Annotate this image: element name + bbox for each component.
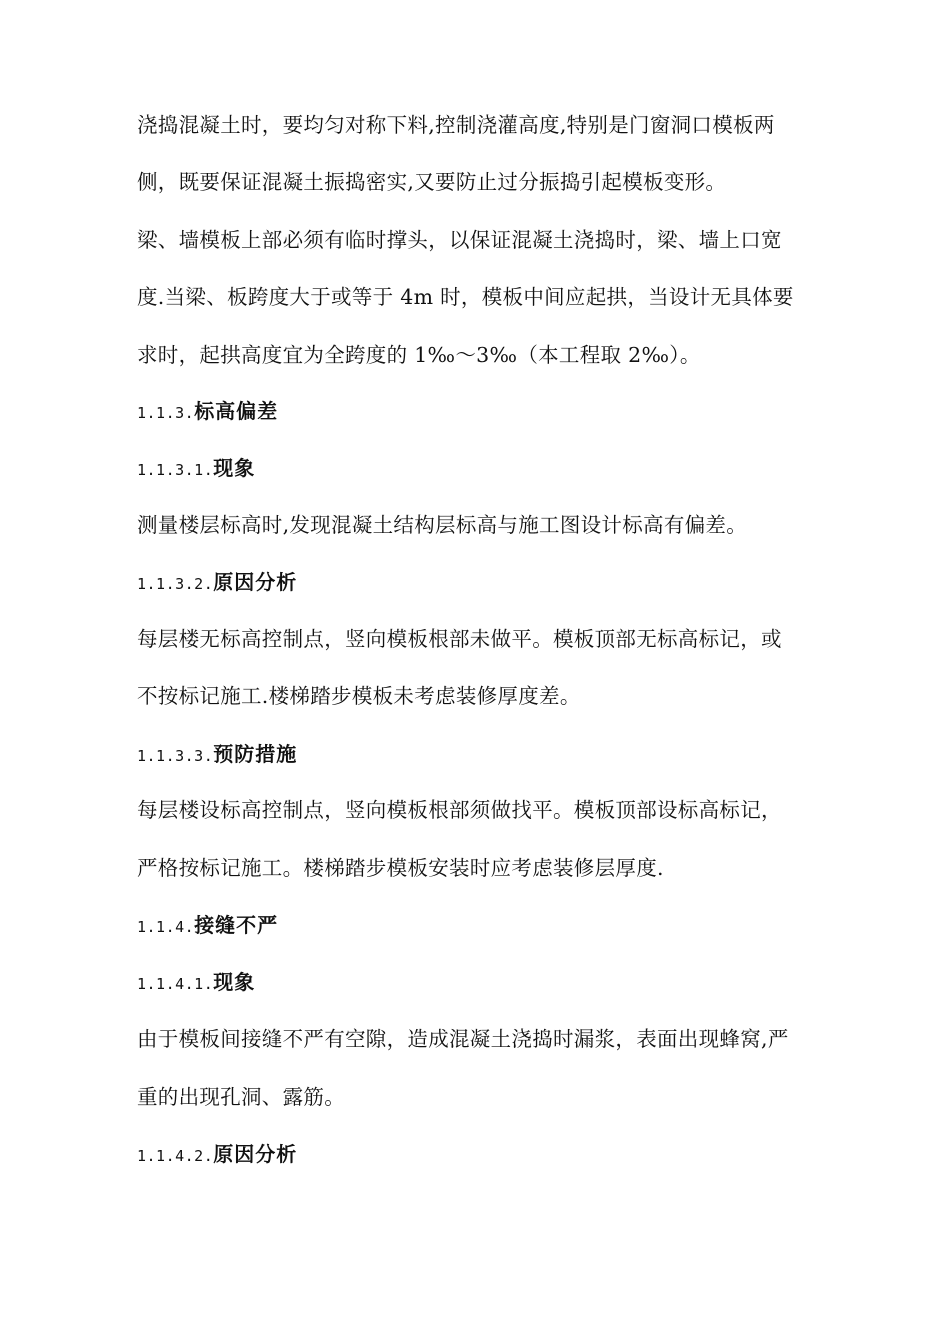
section-heading-1-1-3 — [137, 397, 278, 427]
paragraph-line: 由于模板间接缝不严有空隙，造成混凝土浇捣时漏浆，表面出现蜂窝,严 — [137, 1027, 789, 1051]
section-number: 1.1.3. — [137, 404, 195, 422]
section-heading-1-1-3-2 — [137, 568, 297, 598]
paragraph-line: 测量楼层标高时,发现混凝土结构层标高与施工图设计标高有偏差。 — [137, 513, 748, 537]
section-title: 原因分析 — [213, 570, 298, 594]
section-title: 现象 — [213, 970, 256, 994]
section-number: 1.1.4.1. — [137, 975, 214, 993]
paragraph-line: 严格按标记施工。楼梯踏步模板安装时应考虑装修层厚度. — [137, 856, 664, 880]
paragraph-line: 重的出现孔洞、露筋。 — [137, 1085, 345, 1109]
paragraph-line: 梁、墙模板上部必须有临时撑头，以保证混凝土浇捣时，梁、墙上口宽 — [137, 228, 782, 252]
paragraph-line: 不按标记施工.楼梯踏步模板未考虑装修厚度差。 — [137, 684, 581, 708]
paragraph-line: 度.当梁、板跨度大于或等于 4m 时，模板中间应起拱，当设计无具体要 — [137, 285, 794, 309]
paragraph-line: 浇捣混凝土时，要均匀对称下料,控制浇灌高度,特别是门窗洞口模板两 — [137, 113, 775, 137]
section-title: 预防措施 — [213, 742, 298, 766]
paragraph-line: 每层楼设标高控制点，竖向模板根部须做找平。模板顶部设标高标记， — [137, 798, 782, 822]
paragraph-line: 求时，起拱高度宜为全跨度的 1‰～3‰（本工程取 2‰）。 — [137, 343, 701, 367]
paragraph-line: 侧，既要保证混凝土振捣密实,又要防止过分振捣引起模板变形。 — [137, 170, 727, 194]
section-number: 1.1.3.2. — [137, 575, 214, 593]
paragraph-line: 每层楼无标高控制点，竖向模板根部未做平。模板顶部无标高标记，或 — [137, 627, 782, 651]
section-title: 接缝不严 — [194, 913, 279, 937]
section-heading-1-1-3-1 — [137, 454, 255, 484]
section-title: 现象 — [213, 456, 256, 480]
section-heading-1-1-3-3 — [137, 740, 297, 770]
section-heading-1-1-4-2 — [137, 1140, 297, 1170]
section-title: 原因分析 — [213, 1142, 298, 1166]
section-heading-1-1-4-1 — [137, 968, 255, 998]
section-number: 1.1.3.3. — [137, 747, 214, 765]
section-number: 1.1.4. — [137, 918, 195, 936]
section-title: 标高偏差 — [194, 399, 279, 423]
section-heading-1-1-4 — [137, 911, 278, 941]
section-number: 1.1.4.2. — [137, 1147, 214, 1165]
section-number: 1.1.3.1. — [137, 461, 214, 479]
